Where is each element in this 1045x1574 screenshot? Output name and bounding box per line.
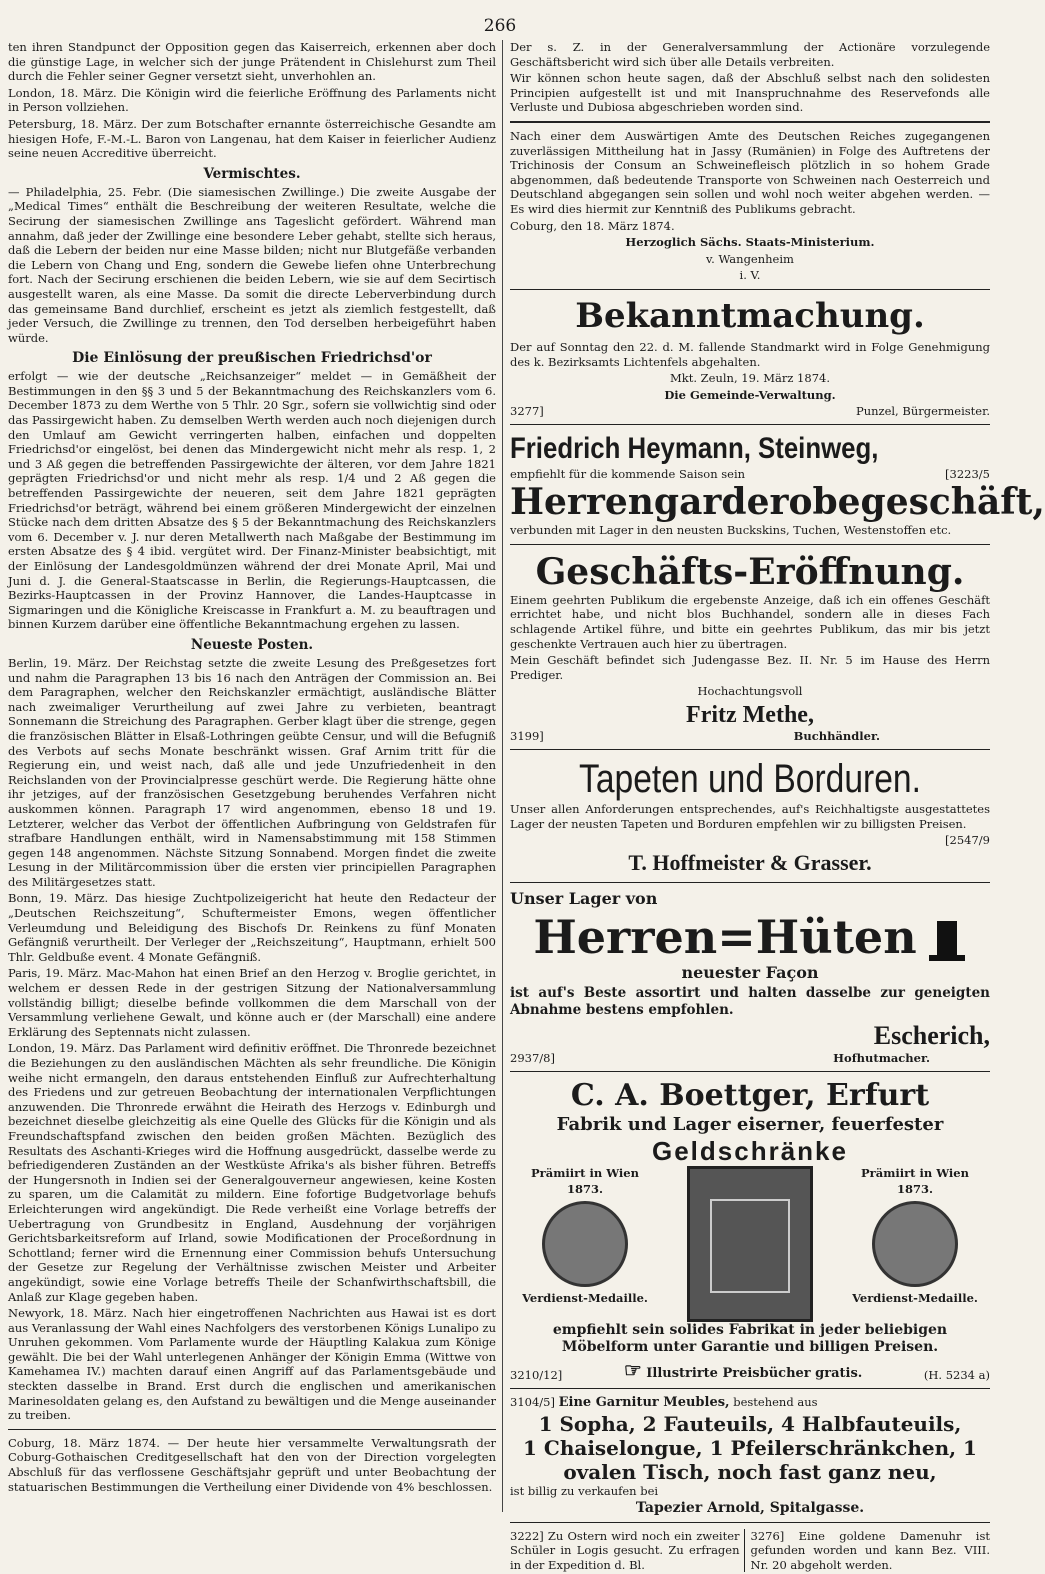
ad-title-geschaefts-eroeffnung: Geschäfts-Eröffnung. (535, 550, 965, 593)
article-london: London, 18. März. Die Königin wird die feierliche Eröffnung des Parlaments nicht in Person vollziehen. (8, 85, 496, 115)
ad-code: 3210/12] (510, 1367, 563, 1382)
award-label: Prämiirt in Wien (531, 1165, 639, 1180)
right-column (510, 40, 1045, 1572)
award-year: 1873. (896, 1182, 933, 1197)
ad-seller: Tapezier Arnold, Spitalgasse. (635, 1500, 865, 1516)
ad-headline-herren-hueten: Herren=Hüten (533, 909, 917, 964)
ad-code-h: (H. 5234 a) (923, 1367, 990, 1382)
ad-profession: Hofhutmacher. (833, 1050, 930, 1065)
ad-intro: Unser Lager von (510, 888, 658, 908)
ad-title-tapeten: Tapeten und Borduren. (579, 757, 921, 802)
section-heading-vermischtes: Vermischtes. (203, 165, 301, 182)
ad-sell-line: ist billig zu verkaufen bei (510, 1484, 659, 1499)
ad-address: Mein Geschäft befindet sich Judengasse Bez. II. Nr. 5 im Hause des Herrn Prediger. (510, 653, 990, 682)
divider (510, 882, 990, 883)
report-paragraph: Der s. Z. in der Generalversammlung der Actionäre vorzulegende Geschäftsbericht wird sich über alle Details verbreiten. (510, 40, 990, 69)
notice-signature-2: i. V. (739, 268, 761, 283)
ad-text: Einem geehrten Publikum die ergebenste Anzeige, daß ich ein offenes Geschäft errichtet habe, und nicht blos Buchhandel, sondern alle in dieses Fach schlagende Artikel führe, und bitte ein geehrtes Publikum, das mir bis jetzt geschenkte Vertrauen auch hier zu übertragen. (510, 592, 990, 651)
award-year: 1873. (566, 1182, 603, 1197)
left-column (8, 40, 496, 1512)
divider (510, 544, 990, 545)
section-heading-neueste-posten: Neueste Posten. (190, 636, 314, 653)
award-label: Prämiirt in Wien (861, 1165, 969, 1180)
ad-text: Der auf Sonntag den 22. d. M. fallende Standmarkt wird in Folge Genehmigung des k. Bezirksamts Lichtenfels abgehalten. (510, 339, 990, 369)
ad-line: empfiehlt für die kommende Saison sein (510, 467, 746, 482)
column-divider (502, 40, 503, 1512)
ad-profession: Buchhändler. (793, 729, 880, 744)
ad-authority: Die Gemeinde-Verwaltung. (664, 387, 836, 402)
top-hat-icon (927, 919, 967, 963)
article-petersburg: Petersburg, 18. März. Der zum Botschafter ernannte österreichische Gesandte am hiesigen Hofe, F.-M.-L. Baron von Langenau, hat dem Kaiser in feierlicher Audienz seine neuen Accreditive überreicht. (8, 116, 496, 161)
ad-furniture-line-1: 1 Sopha, 2 Fauteuils, 4 Halbfauteuils, (538, 1412, 962, 1437)
ad-furniture-line-2: 1 Chaiselongue, 1 Pfeilerschränkchen, 1 ovalen Tisch, noch fast ganz neu, (523, 1436, 977, 1485)
ad-place: Mkt. Zeuln, 19. März 1874. (670, 371, 830, 386)
ad-headline-geldschraenke: Geldschränke (652, 1135, 848, 1166)
ad-title-bekanntmachung: Bekanntmachung. (575, 295, 925, 336)
medal-icon (872, 1201, 958, 1287)
article-paris: Paris, 19. März. Mac-Mahon hat einen Brief an den Herzog v. Broglie gerichtet, in welchem er dessen Rede in der gestrigen Sitzung der Nationalversammlung vollständig billigt; dieselbe befinde vollkommen die dem Marschall von der Versammlung verliehene Gewalt, und könne auch er (der Marschall) eine andere Erklärung des Septennats nicht zulassen. (8, 966, 496, 1039)
article-paragraph: ten ihren Standpunct der Opposition gegen das Kaiserreich, erkennen aber doch die günstige Lage, in welcher sich der junge Prätendent in Chislehurst zum Theil durch die Fehler seiner Gegner versetzt sieht, unverhohlen an. (8, 40, 496, 84)
ad-headline: Eine Garnitur Meubles, (558, 1394, 730, 1410)
small-ad-schueler: 3222] Zu Ostern wird noch ein zweiter Schüler in Logis gesucht. Zu erfragen in der Expedition d. Bl. (510, 1529, 745, 1573)
ad-code: 3104/5] (510, 1394, 555, 1409)
page-number: 266 (483, 16, 517, 36)
article-berlin: Berlin, 19. März. Der Reichstag setzte die zweite Lesung des Preßgesetzes fort und nahm die Paragraphen 13 bis 16 nach den Anträgen der Commission an. Bei dem Paragraphen, welcher den Reichskanzler ermächtigt, ausländische Blätter nach zweimaliger Verurtheilung auf zwei Jahre zu verbieten, beantragt Sonnemann die Streichung des Paragraphen. Gerber klagt über die strenge, gegen die französischen Blätter in Elsaß-Lothringen geübte Censur, und will die Befugniß des Verbots auf sechs Monate beschränkt wissen. Graf Arnim tritt für die Regierung ein, und weist nach, daß alle und jede Unzufriedenheit in den Reichslanden von der Provincialpresse geschürt werde. Die Regierung hätte ohne ihr jetziges, auf der französischen Gesetzgebung beruhendes Verfahren nicht auskommen können. Paragraph 17 wird angenommen, ebenso 18 und 19. Letzterer, welcher das Verbot der öffentlichen Aufbringung von Geldstrafen für strafbare Handlungen enthält, wird in Namensabstimmung mit 158 Stimmen gegen 148 angenommen. Nächste Sitzung Sonnabend. Morgen findet die zweite Lesung in der Militärcommission über die ersten vier principiellen Paragraphen des Militärgesetzes statt. (8, 655, 496, 889)
article-einloesung: erfolgt — wie der deutsche „Reichsanzeiger“ meldet — in Gemäßheit der Bestimmungen in den §§ 3 und 5 der Bekanntmachung des Reichskanzlers vom 6. December 1873 zu dem Werthe von 5 Thlr. 20 Sgr., sofern sie vollwichtig sind oder das Passirgewicht haben. Zu demselben Werth werden auch noch diejenigen durch den Umlauf am Gewicht verringerten halben, einfachen und doppelten Friedrichsd'or eingelöst, bei denen das Mindergewicht nicht mehr als resp. 1, 2 und 3 Aß gegen die betreffenden Passirgewichte der älteren, vor dem Jahre 1821 geprägten Friedrichsd'or und nicht mehr als resp. 1/4 und 2 Aß gegen die betreffenden Passirgewichte der neueren, seit dem Jahre 1821 geprägten Friedrichsd'or beträgt, während bei einem größeren Mindergewicht der einzelnen Stücke nach dem dritten Absatze des § 5 der Bekanntmachung des Reichskanzlers vom 6. December v. J. nur deren Metallwerth nach Maßgabe der Bestimmung im ersten Absatze des § 4 ibid. vergütet wird. Der Finanz-Minister beabsichtigt, mit der Einlösung der Landesgoldmünzen während der drei Monate April, Mai und Juni d. J. die General-Staatscasse in Berlin, die Regierungs-Hauptcassen, die Bezirks-Hauptcassen in der Provinz Hannover, die Landes-Hauptcasse in Sigmaringen und die Königliche Kreiscasse in Frankfurt a. M. zu beauftragen und binnen Kurzem darüber eine öffentliche Bekanntmachung ergehen zu lassen. (8, 369, 496, 632)
divider (510, 1522, 990, 1523)
report-paragraph-2: Wir können schon heute sagen, daß der Abschluß selbst nach den solidesten Principien aufgestellt ist und mit Inanspruchnahme des Reservefonds alle Verluste und Dubiosa abgeschrieben worden sind. (510, 71, 990, 115)
award-medal: Verdienst-Medaille. (852, 1291, 978, 1305)
divider (510, 1388, 990, 1389)
ad-code: [2547/9 (945, 833, 990, 848)
ad-text: Unser allen Anforderungen entsprechendes, auf's Reichhaltigste ausgestattetes Lager der neusten Tapeten und Borduren empfehlen wir zu billigsten Preisen. (510, 802, 990, 831)
ad-title-heymann: Friedrich Heymann, Steinweg, (510, 432, 879, 466)
divider (510, 289, 990, 290)
ad-line: Fabrik und Lager eiserner, feuerfester (556, 1113, 944, 1135)
ad-title-boettger: C. A. Boettger, Erfurt (570, 1077, 930, 1113)
divider (510, 1071, 990, 1072)
safe-illustration (687, 1166, 813, 1322)
small-ad-damenuhr: 3276] Eine goldene Damenuhr ist gefunden worden und kann Bez. VIII. Nr. 20 abgeholt werden. (750, 1528, 990, 1572)
article-coburg: Coburg, 18. März 1874. — Der heute hier versammelte Verwaltungsrath der Coburg-Gothaischen Creditgesellschaft hat den von der Direction vorgelegten Abschluß für das verflossene Geschäftsjahr geprüft und unter Beobachtung der statuarischen Bestimmungen die Vertheilung einer Dividende von 4% beschlossen. (8, 1435, 496, 1494)
ad-code: 3277] (510, 404, 544, 419)
pointing-hand-icon: ☞ (623, 1357, 642, 1382)
ad-signature: Punzel, Bürgermeister. (855, 404, 990, 419)
ad-name: Fritz Methe, (686, 702, 814, 729)
notice-authority: Herzoglich Sächs. Staats-Ministerium. (625, 235, 875, 250)
award-medal: Verdienst-Medaille. (522, 1291, 648, 1305)
divider (510, 749, 990, 750)
ad-name: Escherich, (873, 1020, 990, 1050)
divider (510, 121, 990, 123)
ad-footer: verbunden mit Lager in den neusten Buckskins, Tuchen, Westenstoffen etc. (510, 523, 952, 538)
ad-code: 3199] (510, 729, 544, 744)
ad-text: empfiehlt sein solides Fabrikat in jeder beliebigen Möbelform unter Garantie und billigen Preisen. (552, 1321, 948, 1355)
article-london-2: London, 19. März. Das Parlament wird definitiv eröffnet. Die Thronrede bezeichnet die Beziehungen zu den ausländischen Mächten als sehr freundliche. Die Königin weihe nicht ermangeln, den daraus entstehenden Einfluß zur Aufrechterhaltung des Friedens und zur getreuen Beobachtung der internationalen Verpflichtungen anzuwenden. Die Thronrede erwähnt die Heirath des Herzogs v. Edinburgh und bezeichnet dieselbe gleichzeitig als eine Quelle des Glücks für die Königin und als Freundschaftspfand zwischen den beiden großen Mächten. Bezüglich des Resultats des Aschanti-Krieges wird die Hoffnung ausgedrückt, dasselbe werde zu befriedigenderen Zuständen an der Westküste Afrika's als bisher führen. Betreffs der Hungersnoth in Indien sei der Generalgouverneur angewiesen, keine Kosten zu sparen, um die Calamität zu mildern. Eine fofortige Budgetvorlage behufs Erleichterungen wird angekündigt. Die Rede verheißt eine Vorlage betreffs der Uebertragung von Grundbesitz in England, Ausdehnung der vorjährigen Gerichtsbarkeitsreform auf Irland, sowie Modificationen der Proceßordnung in Schottland; ferner wird die Ernennung einer Commission behufs Untersuchung der Gesetze zur Regelung der Verhältnisse zwischen Meister und Arbeiter angekündigt, sowie eine Vorlage betreffs Theile der Schanfwirthschaftsbill, die Anlaß zur Klage gegeben haben. (8, 1041, 496, 1304)
section-heading-einloesung: Die Einlösung der preußischen Friedrichsd'or (72, 350, 432, 367)
article-philadelphia: — Philadelphia, 25. Febr. (Die siamesischen Zwillinge.) Die zweite Ausgabe der „Medical Times“ enthält die Beschreibung der weiteren Resultate, welche die Secirung der siamesischen Zwillinge ans Tageslicht gefördert. Während man annahm, daß jeder der Zwillinge eine besondere Leber gehabt, stellte sich heraus, daß die Lebern der beiden nur eine Masse bilden; nicht nur Blutgefäße verbanden die Lebern von Chang und Eng, sondern die Gewebe liefen ohne Unterbrechung fort. Nach der Secirung erschienen die beiden Lebern, wie sie auf dem Secirtisch ausgestellt waren, als eine Masse. Da somit die directe Leberverbindung durch das gemeinsame Band durchlief, erscheint es jetzt als ziemlich festgestellt, daß jeder Versuch, die Zwillinge zu trennen, den Tod derselben herbeigeführt haben würde. (8, 184, 496, 345)
notice-date: Coburg, den 18. März 1874. (510, 218, 675, 233)
medal-icon (542, 1201, 628, 1287)
divider (510, 424, 990, 425)
ad-subtitle: neuester Façon (681, 962, 819, 982)
ad-text: ist auf's Beste assortirt und halten dasselbe zur geneigten Abnahme bestens empfohlen. (510, 984, 990, 1018)
notice-signature: v. Wangenheim (706, 251, 794, 266)
ad-firm: T. Hoffmeister & Grasser. (628, 849, 872, 875)
trichinosis-notice: Nach einer dem Auswärtigen Amte des Deutschen Reiches zugegangenen zuverlässigen Mittheilung hat in Jassy (Rumänien) in Folge des Auftretens der Trichinosis der Consum an Schweinefleisch plötzlich in so hohem Grade abgenommen, daß bedeutende Transporte von Schweinen nach Oesterreich und Deutschland abgegangen sein sollen und wohl noch weiter abgehen werden. — Es wird dies hiermit zur Kenntniß des Publikums gebracht. (510, 128, 990, 216)
ad-greeting: Hochachtungsvoll (697, 684, 803, 699)
ad-headline-herrengarderobe: Herrengarderobegeschäft, (510, 481, 1045, 524)
divider (8, 1429, 496, 1430)
ad-code: [3223/5 (945, 467, 990, 482)
ad-headline-suffix: bestehend aus (733, 1394, 818, 1409)
ad-catalog: Illustrirte Preisbücher gratis. (646, 1365, 863, 1381)
article-newyork: Newyork, 18. März. Nach hier eingetroffenen Nachrichten aus Hawai ist es dort aus Veranlassung der Wahl eines Nachfolgers des verstorbenen Königs Lunalipo zu Unruhen gekommen. Vom Parlamente wurde der Häuptling Kalakua zum Könige gewählt. Die bei der Wahl unterlegenen Anhänger der Königin Emma (Wittwe von Kamehamea IV.) machten darauf einen Angriff auf das Parlamentsgebäude und steckten dasselbe in Brand. Erst durch die englischen und amerikanischen Marinesoldaten gelang es, den Aufstand zu bewältigen und die Menge auseinander zu treiben. (8, 1306, 496, 1423)
ad-code: 2937/8] (510, 1050, 555, 1065)
article-bonn: Bonn, 19. März. Das hiesige Zuchtpolizeigericht hat heute den Redacteur der „Deutschen Reichszeitung“, Schuftermeister Emons, wegen öffentlicher Verleumdung und Beleidigung des Bischofs Dr. Reinkens zu fünf Monaten Gefängniß verurtheilt. Der Verleger der „Reichszeitung“, Hauptmann, erhielt 500 Thlr. Geldbuße event. 4 Monate Gefängniß. (8, 891, 496, 964)
